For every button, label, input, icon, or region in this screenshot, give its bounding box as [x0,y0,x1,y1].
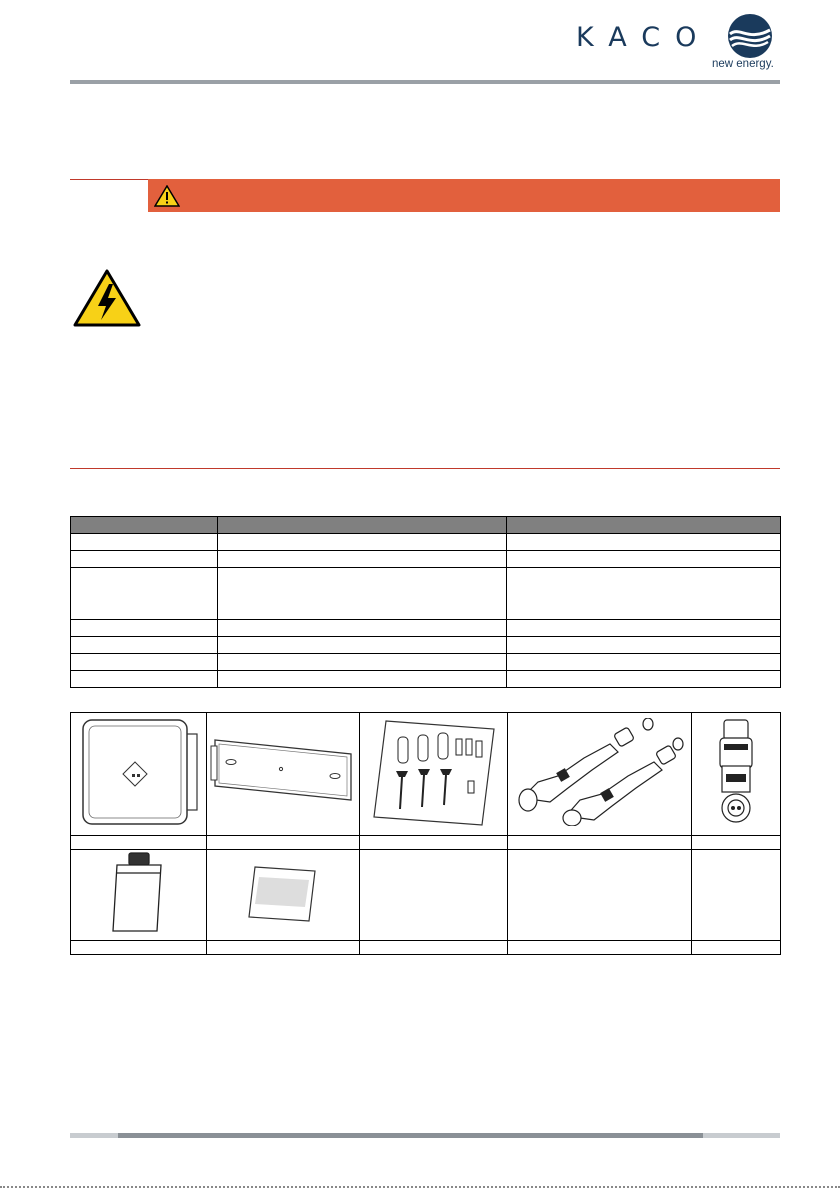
warning-banner [148,179,780,212]
table-row [71,551,781,568]
table-row [71,568,781,620]
screw-kit-image [360,713,508,836]
mounting-bracket-image [207,713,360,836]
warning-rule-left [70,179,148,180]
dc-connectors-image [508,713,692,836]
electric-shock-icon [72,268,142,328]
table-row [71,534,781,551]
table-row [71,654,781,671]
ac-connector-image [692,713,781,836]
inverter-image [71,713,207,836]
communication-stick-image [71,850,207,941]
table-row [71,671,781,688]
table-row [71,637,781,654]
warning-triangle-icon [154,185,180,207]
table-header-row [71,517,781,534]
scope-of-delivery-table [70,516,781,688]
page-edge [0,1186,840,1188]
footer-rule-accent [118,1133,703,1138]
section-rule [70,468,780,469]
kaco-wave-logo [726,12,774,60]
table-row [71,620,781,637]
parts-image-grid [70,712,781,955]
documentation-image [207,850,360,941]
brand-tagline: new energy. [712,58,774,70]
header-rule [70,80,780,84]
brand-logo-text: KACO [576,22,712,53]
